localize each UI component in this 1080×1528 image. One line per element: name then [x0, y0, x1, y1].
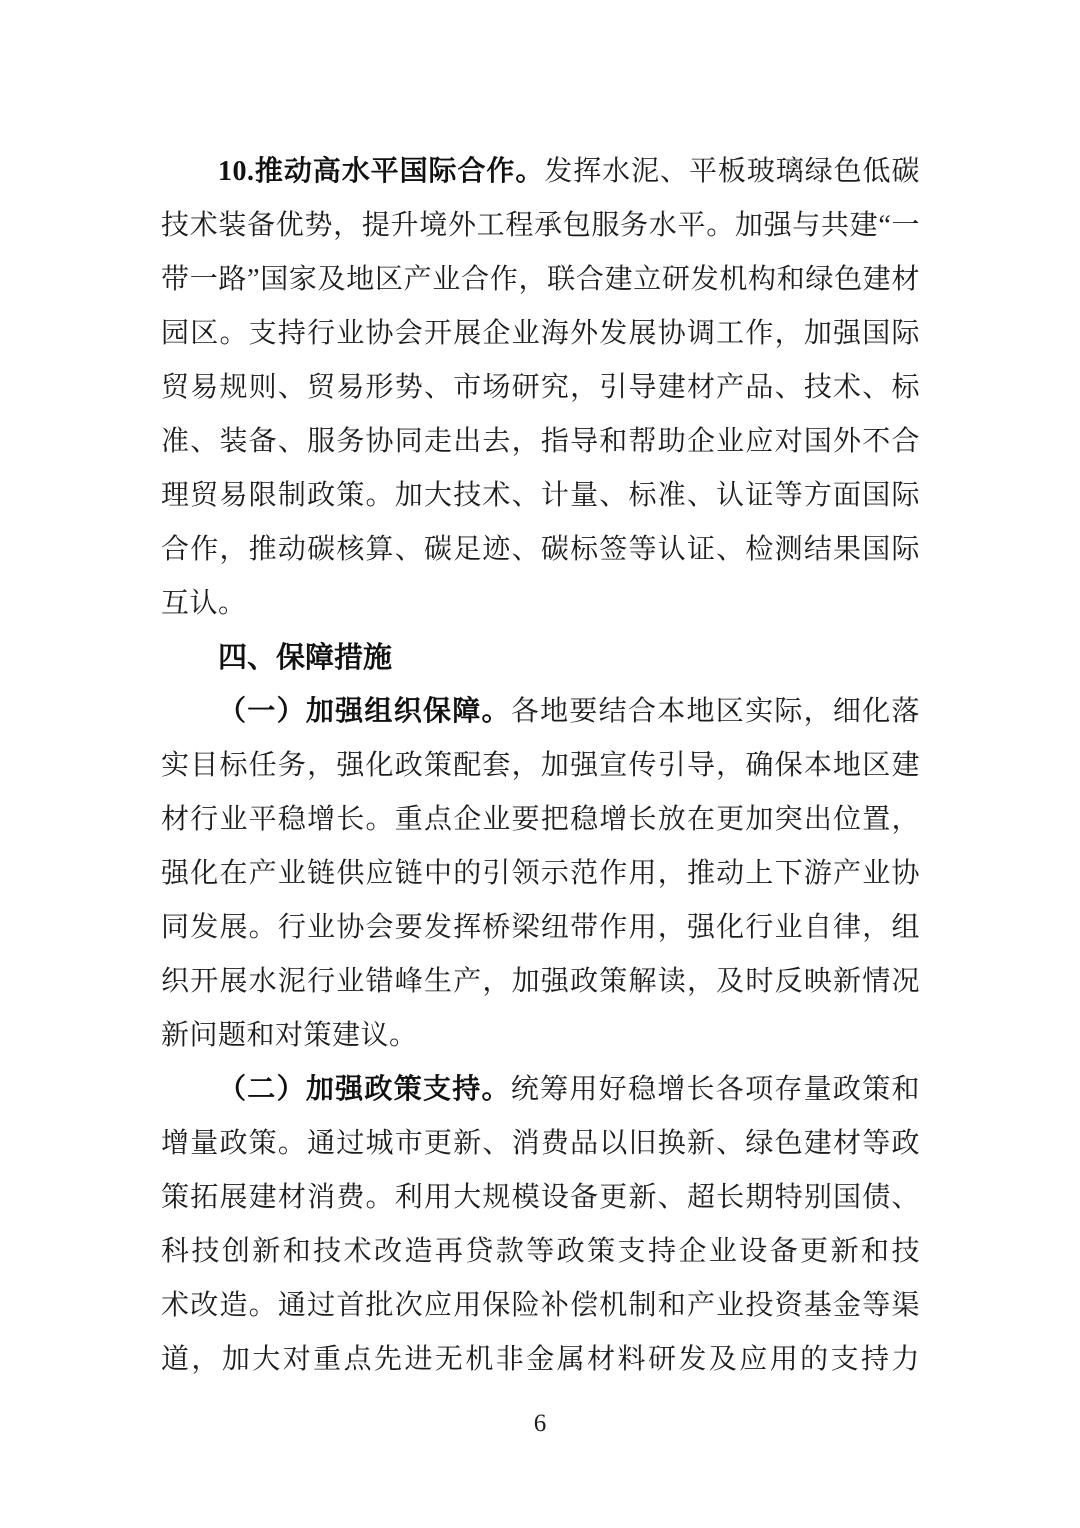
paragraph-lead: 10.推动高水平国际合作。 [218, 156, 545, 187]
text-line: 园区。支持行业协会开展企业海外发展协调工作，加强国际 [161, 318, 920, 349]
text-line: 合作，推动碳核算、碳足迹、碳标签等认证、检测结果国际 [161, 534, 920, 565]
text-line: （一）加强组织保障。各地要结合本地区实际，细化落 [218, 696, 920, 727]
page-number: 6 [533, 1410, 547, 1437]
text-line: 准、装备、服务协同走出去，指导和帮助企业应对国外不合 [161, 426, 920, 457]
text-line: 10.推动高水平国际合作。发挥水泥、平板玻璃绿色低碳 [218, 156, 920, 187]
text-line: 同发展。行业协会要发挥桥梁纽带作用，强化行业自律，组 [161, 912, 920, 943]
paragraph-lead: （一）加强组织保障。 [218, 696, 511, 727]
text-line: （二）加强政策支持。统筹用好稳增长各项存量政策和 [218, 1074, 920, 1105]
document-body [161, 145, 920, 1387]
section-heading: 四、保障措施 [218, 642, 393, 674]
text-line: 新问题和对策建议。 [161, 1020, 418, 1051]
text-line: 织开展水泥行业错峰生产，加强政策解读，及时反映新情况 [161, 966, 920, 997]
text-line: 材行业平稳增长。重点企业要把稳增长放在更加突出位置， [161, 804, 920, 835]
text-line: 强化在产业链供应链中的引领示范作用，推动上下游产业协 [161, 858, 920, 889]
text-line: 实目标任务，强化政策配套，加强宣传引导，确保本地区建 [161, 750, 920, 781]
paragraph-lead: （二）加强政策支持。 [218, 1074, 511, 1105]
text-line: 带一路”国家及地区产业合作，联合建立研发机构和绿色建材 [161, 264, 920, 295]
text-line: 理贸易限制政策。加大技术、计量、标准、认证等方面国际 [161, 480, 920, 511]
text-line: 策拓展建材消费。利用大规模设备更新、超长期特别国债、 [161, 1182, 920, 1213]
text-line: 增量政策。通过城市更新、消费品以旧换新、绿色建材等政 [161, 1128, 920, 1159]
text-line: 道，加大对重点先进无机非金属材料研发及应用的支持力 [161, 1344, 920, 1375]
text-line: 术改造。通过首批次应用保险补偿机制和产业投资基金等渠 [161, 1290, 920, 1321]
text-line: 科技创新和技术改造再贷款等政策支持企业设备更新和技 [161, 1236, 920, 1267]
text-line: 技术装备优势，提升境外工程承包服务水平。加强与共建“一 [161, 210, 920, 241]
text-line: 互认。 [161, 588, 247, 619]
text-line: 贸易规则、贸易形势、市场研究，引导建材产品、技术、标 [161, 372, 920, 403]
